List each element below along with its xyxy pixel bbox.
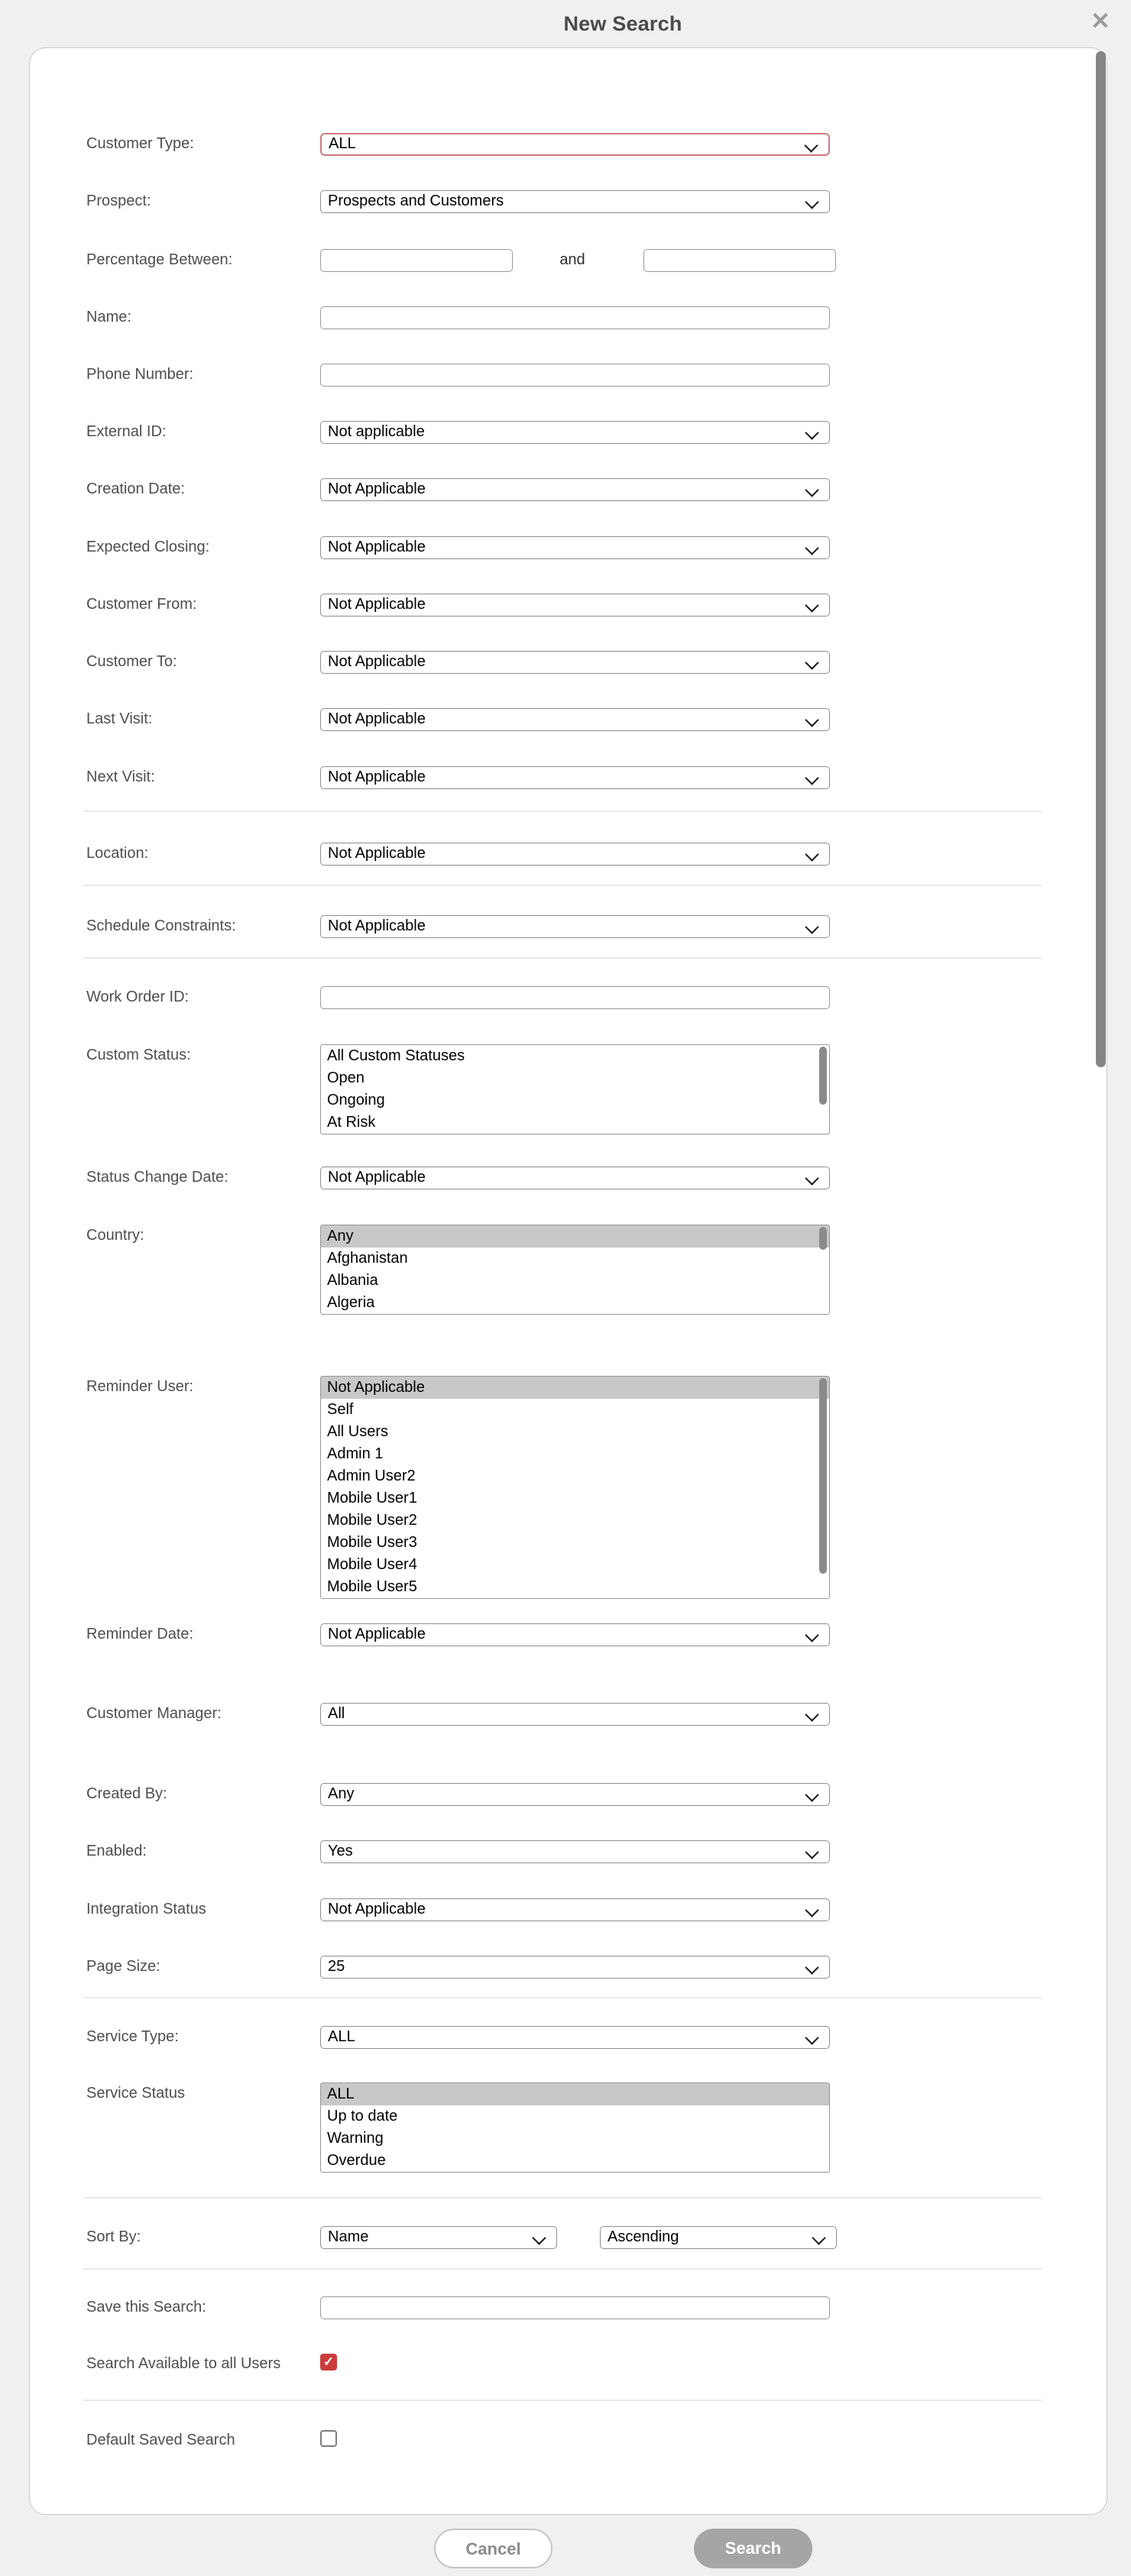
- scrollbar-thumb[interactable]: [819, 1227, 827, 1250]
- default-saved-label: Default Saved Search: [86, 2432, 235, 2448]
- external-id-label: External ID:: [86, 423, 167, 440]
- reminder-date-label: Reminder Date:: [86, 1626, 194, 1642]
- customer-type-select[interactable]: [320, 133, 830, 156]
- divider: [83, 957, 1042, 959]
- service-type-value: ALL: [328, 2028, 355, 2045]
- customer-manager-value: All: [328, 1705, 345, 1722]
- divider: [83, 2197, 1042, 2199]
- customer-manager-label: Customer Manager:: [86, 1705, 222, 1722]
- external-id-select[interactable]: [320, 421, 830, 444]
- chevron-down-icon: [805, 1960, 818, 1974]
- list-option[interactable]: Mobile User4: [327, 1556, 417, 1573]
- list-option[interactable]: Algeria: [327, 1294, 375, 1311]
- chevron-down-icon: [805, 920, 818, 934]
- customer-from-select[interactable]: [320, 594, 830, 616]
- customer-to-select[interactable]: [320, 651, 830, 674]
- location-select[interactable]: [320, 843, 830, 866]
- chevron-down-icon: [805, 1845, 818, 1859]
- chevron-down-icon: [805, 1788, 818, 1801]
- percentage-to-input[interactable]: [643, 249, 836, 272]
- divider: [83, 885, 1042, 886]
- name-label: Name:: [86, 309, 131, 325]
- search-available-checkbox[interactable]: [320, 2354, 337, 2371]
- list-option[interactable]: Mobile User3: [327, 1534, 417, 1551]
- list-option[interactable]: Admin 1: [327, 1445, 384, 1462]
- percentage-connector: and: [559, 251, 585, 268]
- divider: [83, 2268, 1042, 2270]
- list-option[interactable]: Albania: [327, 1272, 378, 1289]
- location-value: Not Applicable: [328, 845, 426, 862]
- list-option[interactable]: Up to date: [327, 2108, 398, 2125]
- country-label: Country:: [86, 1227, 144, 1244]
- chevron-down-icon: [805, 483, 818, 497]
- reminder-date-value: Not Applicable: [328, 1626, 426, 1642]
- list-option-selected[interactable]: Not Applicable: [321, 1377, 829, 1399]
- status-change-date-select[interactable]: [320, 1167, 830, 1189]
- list-option[interactable]: Mobile User5: [327, 1578, 417, 1595]
- chevron-down-icon: [805, 1903, 818, 1917]
- list-option[interactable]: Mobile User1: [327, 1490, 417, 1506]
- customer-to-value: Not Applicable: [328, 653, 426, 670]
- chevron-down-icon: [805, 1628, 818, 1642]
- next-visit-select[interactable]: [320, 766, 830, 789]
- scrollbar-thumb[interactable]: [1096, 51, 1106, 1067]
- save-search-input[interactable]: [320, 2296, 830, 2319]
- work-order-id-label: Work Order ID:: [86, 989, 190, 1005]
- prospect-label: Prospect:: [86, 193, 151, 209]
- list-option[interactable]: Afghanistan: [327, 1250, 408, 1267]
- custom-status-label: Custom Status:: [86, 1047, 191, 1063]
- integration-status-select[interactable]: [320, 1898, 830, 1921]
- chevron-down-icon: [532, 2231, 546, 2244]
- integration-status-label: Integration Status: [86, 1901, 206, 1917]
- reminder-date-select[interactable]: [320, 1623, 830, 1646]
- list-option[interactable]: At Risk: [327, 1114, 376, 1131]
- creation-date-value: Not Applicable: [328, 481, 426, 497]
- percentage-from-input[interactable]: [320, 249, 513, 272]
- creation-date-label: Creation Date:: [86, 481, 185, 497]
- customer-type-value: ALL: [329, 135, 356, 152]
- location-label: Location:: [86, 845, 149, 862]
- list-option[interactable]: Mobile User2: [327, 1512, 417, 1529]
- chevron-down-icon: [805, 426, 818, 439]
- last-visit-select[interactable]: [320, 708, 830, 731]
- next-visit-value: Not Applicable: [328, 769, 426, 785]
- chevron-down-icon: [805, 713, 818, 727]
- list-option-selected[interactable]: ALL: [321, 2083, 829, 2105]
- customer-type-label: Customer Type:: [86, 135, 194, 152]
- next-visit-label: Next Visit:: [86, 769, 155, 785]
- service-status-label: Service Status: [86, 2085, 185, 2102]
- expected-closing-select[interactable]: [320, 536, 830, 559]
- last-visit-value: Not Applicable: [328, 710, 426, 727]
- search-button[interactable]: Search: [694, 2529, 812, 2568]
- customer-manager-select[interactable]: [320, 1703, 830, 1726]
- list-option[interactable]: All Users: [327, 1423, 389, 1440]
- chevron-down-icon: [805, 598, 818, 612]
- list-option[interactable]: Overdue: [327, 2152, 386, 2169]
- chevron-down-icon: [805, 1171, 818, 1185]
- service-status-listbox[interactable]: [320, 2082, 830, 2173]
- external-id-value: Not applicable: [328, 423, 425, 440]
- chevron-down-icon: [805, 655, 818, 669]
- divider: [83, 2400, 1042, 2401]
- name-input[interactable]: [320, 306, 830, 329]
- cancel-button[interactable]: Cancel: [434, 2529, 553, 2568]
- schedule-constraints-select[interactable]: [320, 915, 830, 938]
- service-type-label: Service Type:: [86, 2028, 179, 2045]
- save-search-label: Save this Search:: [86, 2299, 206, 2315]
- divider: [83, 1997, 1042, 1998]
- custom-status-listbox[interactable]: [320, 1044, 830, 1134]
- creation-date-select[interactable]: [320, 478, 830, 501]
- search-form-panel: [29, 47, 1107, 2515]
- list-option[interactable]: Self: [327, 1401, 354, 1418]
- sort-by-direction-value: Ascending: [608, 2228, 679, 2245]
- enabled-label: Enabled:: [86, 1843, 147, 1859]
- schedule-constraints-label: Schedule Constraints:: [86, 917, 236, 934]
- scrollbar-thumb[interactable]: [819, 1047, 827, 1105]
- chevron-down-icon: [812, 2231, 825, 2244]
- page-size-value: 25: [328, 1958, 345, 1975]
- sort-by-field-select[interactable]: [320, 2226, 557, 2249]
- sort-by-field-value: Name: [328, 2228, 369, 2245]
- customer-from-value: Not Applicable: [328, 596, 426, 613]
- created-by-label: Created By:: [86, 1785, 167, 1802]
- last-visit-label: Last Visit:: [86, 710, 153, 727]
- default-saved-checkbox[interactable]: [320, 2430, 337, 2447]
- chevron-down-icon: [804, 138, 818, 152]
- reminder-user-listbox[interactable]: [320, 1376, 830, 1599]
- status-change-date-label: Status Change Date:: [86, 1169, 228, 1186]
- divider: [83, 811, 1042, 812]
- page-size-select[interactable]: [320, 1956, 830, 1979]
- chevron-down-icon: [805, 771, 818, 785]
- check-icon: ✓: [322, 2354, 335, 2369]
- sort-by-label: Sort By:: [86, 2228, 141, 2245]
- expected-closing-label: Expected Closing:: [86, 539, 210, 555]
- customer-from-label: Customer From:: [86, 596, 197, 613]
- prospect-select[interactable]: [320, 190, 830, 213]
- phone-number-label: Phone Number:: [86, 366, 194, 383]
- schedule-constraints-value: Not Applicable: [328, 917, 426, 934]
- status-change-date-value: Not Applicable: [328, 1169, 426, 1186]
- search-available-label: Search Available to all Users: [86, 2355, 281, 2372]
- enabled-select[interactable]: [320, 1840, 830, 1863]
- sort-by-direction-select[interactable]: [600, 2226, 837, 2249]
- customer-to-label: Customer To:: [86, 653, 177, 670]
- country-listbox[interactable]: [320, 1225, 830, 1315]
- service-type-select[interactable]: [320, 2026, 830, 2049]
- chevron-down-icon: [805, 2031, 818, 2044]
- page-size-label: Page Size:: [86, 1958, 160, 1975]
- percentage-between-label: Percentage Between:: [86, 251, 233, 268]
- integration-status-value: Not Applicable: [328, 1901, 426, 1917]
- list-option[interactable]: Admin User2: [327, 1468, 416, 1484]
- created-by-value: Any: [328, 1785, 355, 1802]
- created-by-select[interactable]: [320, 1783, 830, 1806]
- expected-closing-value: Not Applicable: [328, 539, 426, 555]
- chevron-down-icon: [805, 195, 818, 209]
- reminder-user-label: Reminder User:: [86, 1378, 194, 1395]
- list-option[interactable]: Warning: [327, 2130, 384, 2147]
- list-option-selected[interactable]: Any: [321, 1225, 829, 1248]
- enabled-value: Yes: [328, 1843, 353, 1859]
- page-title: New Search: [563, 12, 682, 35]
- phone-number-input[interactable]: [320, 364, 830, 387]
- work-order-id-input[interactable]: [320, 986, 830, 1009]
- chevron-down-icon: [805, 1707, 818, 1721]
- scrollbar-thumb[interactable]: [819, 1378, 827, 1574]
- chevron-down-icon: [805, 541, 818, 555]
- list-option[interactable]: Open: [327, 1070, 365, 1086]
- close-icon[interactable]: ✕: [1090, 8, 1110, 34]
- list-option[interactable]: Ongoing: [327, 1092, 385, 1108]
- prospect-value: Prospects and Customers: [328, 193, 504, 209]
- list-option[interactable]: All Custom Statuses: [327, 1047, 465, 1064]
- chevron-down-icon: [805, 847, 818, 861]
